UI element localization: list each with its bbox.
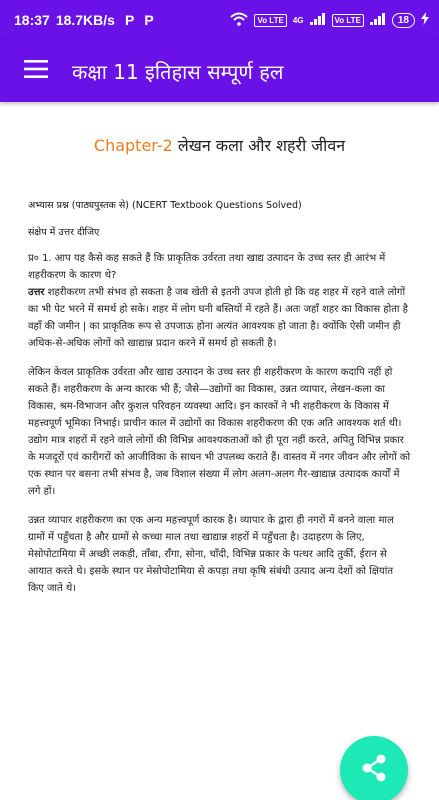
answer-paragraph-2: लेकिन केवल प्राकृतिक उर्वरता और खाद्य उत्पादन के उच्च स्तर ही शहरीकरण के कारण कदापि नहीं हो सकते हैं। शहरीकरण के अन्य कारक भी हैं; जैसे—उद्योगों का विकास, उन्नत व्यापार, लेखन-कला का विकास, श्रम-विभाजन और कुशल परिवहन व्यवस्था आदि। इन कारकों ने भी शहरीकरण के विकास में महत्त्वपूर्ण भूमिका निभाई। प्राचीन काल में उद्योगों का विकास शहरीकरण की एक अति आवश्यक शर्त थी। उद्योग मात्र शहरों में रहने वाले लोगों की विभिन्न आवश्यकताओं को ही पूरा नहीं करते, अपितु विभिन्न प्रकार के मजदूरों एवं कारीगरों को आजीविका के साधन भी उपलब्ध कराते हैं। वास्तव में नगर जीवन और लोगों को एक स्थान पर बसना तभी संभव है, जब विशाल संख्या में लोग अलग-अलग गैर-खाद्यान्न उत्पादक कार्यों में लगे हों।: [28, 367, 411, 497]
p-notification-icon-2: P: [144, 12, 154, 28]
chapter-title: लेखन कला और शहरी जीवन: [172, 136, 346, 155]
status-left: [14, 12, 154, 28]
volte-badge: Vo LTE: [254, 14, 286, 27]
hamburger-menu-icon: [24, 60, 48, 82]
answer-paragraph-3: उन्नत व्यापार शहरीकरण का एक अन्य महत्त्वपूर्ण कारक है। व्यापार के द्वारा ही नगरों में बनने वाला माल ग्रामों में पहुँचता है और ग्रामों से कच्चा माल तथा खाद्यान्न शहरों में पहुँचता है। उदाहरण के लिए, मेसोपोटामिया में अच्छी लकड़ी, ताँबा, राँगा, सोना, चाँदी, विभिन्न प्रकार के पत्थर आदि तुर्की, ईरान से आयात करते थे। इसके स्थान पर मेसोपोटामिया से कपड़ा तथा कृषि संबंधी उत्पाद अन्य देशों को क्षियांत किए जाते थे।: [28, 515, 394, 594]
answer-paragraph: [28, 284, 411, 352]
menu-button[interactable]: [0, 40, 72, 102]
volte-badge-2: Vo LTE: [332, 14, 364, 27]
signal-icon: [310, 12, 326, 28]
app-title: कक्षा 11 इतिहास सम्पूर्ण हल: [72, 59, 284, 84]
chapter-heading: [28, 134, 411, 156]
chapter-number: Chapter-2: [93, 136, 173, 155]
status-net-speed: 18.7KB/s: [55, 12, 115, 28]
charging-bolt-icon: [421, 12, 429, 28]
status-bar: [0, 0, 439, 40]
answer-label: उत्तर: [28, 287, 45, 298]
battery-level: 18: [392, 13, 415, 28]
exercise-section-heading: अभ्यास प्रश्न (पाठ्यपुस्तक से) (NCERT Textbook Questions Solved): [28, 200, 302, 211]
chapter-content: [0, 102, 439, 800]
question-text: प्र० 1. आप यह कैसे कह सकते हैं कि प्राकृतिक उर्वरता तथा खाद्य उत्पादन के उच्च स्तर ही आरंभ में शहरीकरण के कारण थे?: [28, 253, 386, 281]
status-time: 18:37: [14, 12, 50, 28]
status-right: [230, 12, 429, 29]
share-icon: [361, 754, 387, 786]
answer-text: शहरीकरण तभी संभव हो सकता है जब खेती से इतनी उपज होती हो कि वह शहर में रहने वाले लोगों का भी पेट भरने में समर्थ हो सके। शहर में लोग घनी बस्तियों में रहते हैं। अतः जहाँ शहर का विकास होता है वहाँ की जमीन | का प्राकृतिक रूप से उपजाऊ होना अत्यंत आवश्यक हो जाता है। क्योंकि ऐसी जमीन ही अधिक-से-अधिक लोगों को खाद्यान्न प्रदान करने में समर्थ हो सकती है।: [28, 287, 408, 349]
network-type-label: 4G: [292, 15, 304, 25]
p-notification-icon: P: [124, 12, 135, 28]
app-bar: [0, 40, 439, 102]
share-button[interactable]: [340, 736, 408, 800]
signal-icon-2: [370, 12, 386, 28]
short-answer-subheading: संक्षेप में उत्तर दीजिए: [28, 227, 100, 238]
wifi-icon: [230, 12, 248, 29]
